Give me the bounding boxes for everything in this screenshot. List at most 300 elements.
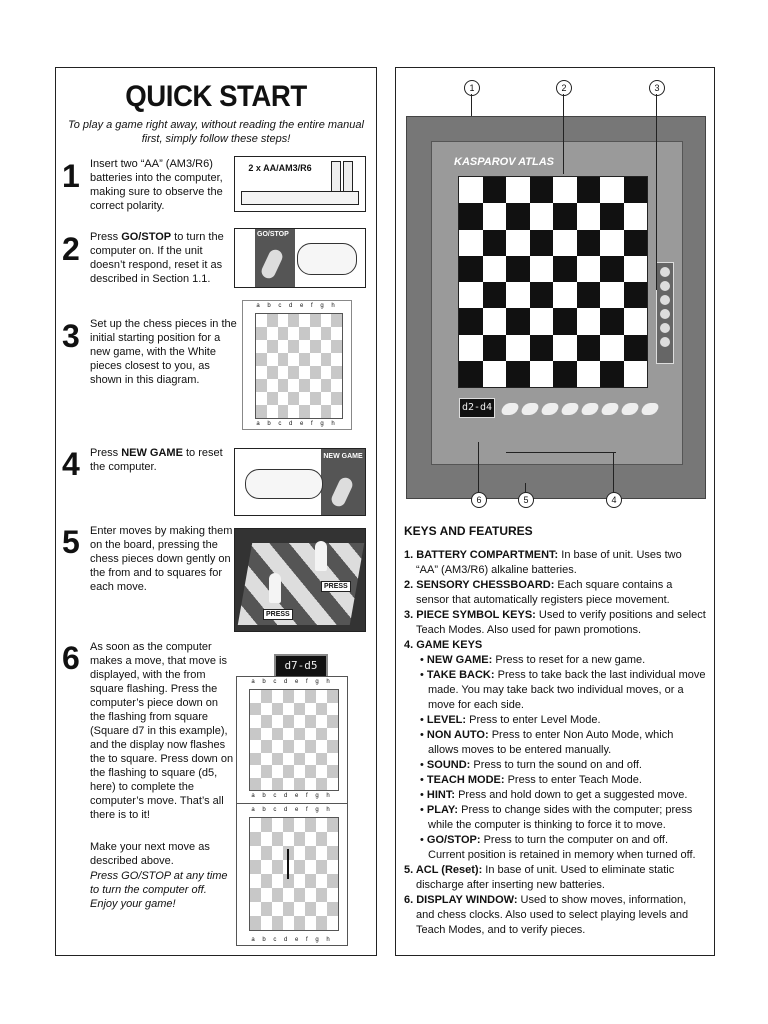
board-square xyxy=(600,361,624,387)
board-square xyxy=(250,715,261,728)
board-square xyxy=(272,703,283,716)
board-square xyxy=(310,392,321,405)
board-square xyxy=(310,327,321,340)
keys-features-panel xyxy=(395,67,715,956)
closing-text: Make your next move as described above. xyxy=(90,841,210,867)
board-square xyxy=(600,177,624,203)
board-square xyxy=(299,327,310,340)
board-square xyxy=(278,314,289,327)
step-number: 4 xyxy=(62,446,80,482)
board-square xyxy=(250,753,261,766)
board-square xyxy=(553,177,577,203)
board-square xyxy=(283,916,294,930)
callout-4: 4 xyxy=(606,492,622,508)
feature-item xyxy=(404,608,706,638)
board-square xyxy=(294,860,305,874)
board-square xyxy=(316,818,327,832)
board-square xyxy=(305,728,316,741)
teach-mode-key xyxy=(600,403,620,415)
feature-text: Used to verify positions and select Teach Modes. Also used for pawn promotions. xyxy=(416,609,706,636)
board-square xyxy=(294,902,305,916)
file-labels: a b c d e f g h xyxy=(256,421,338,427)
board-square xyxy=(530,282,554,308)
quick-start-panel xyxy=(55,67,377,956)
board-square xyxy=(250,902,261,916)
board-square xyxy=(267,327,278,340)
board-square xyxy=(321,366,332,379)
board-square xyxy=(331,327,342,340)
king-key-icon xyxy=(660,267,670,277)
board-square xyxy=(283,818,294,832)
board-square xyxy=(600,282,624,308)
board-square xyxy=(305,860,316,874)
board-square xyxy=(310,340,321,353)
board-square xyxy=(316,703,327,716)
step-text-part: to turn the computer on. If the unit doesn’t respond, reset it as described in Section 1.1. xyxy=(90,231,224,285)
non-auto-key xyxy=(560,403,580,415)
board-square xyxy=(483,256,507,282)
board-square xyxy=(316,846,327,860)
game-key-item: • HINT: Press and hold down to get a suggested move. xyxy=(420,789,688,801)
board-square xyxy=(294,715,305,728)
board-square xyxy=(272,728,283,741)
board-square xyxy=(327,902,338,916)
board-square xyxy=(530,203,554,229)
feature-text: In base of unit. Used to eliminate static discharge after inserting new batteries. xyxy=(416,864,675,891)
step-number: 1 xyxy=(62,158,80,194)
feature-label: 3. PIECE SYMBOL KEYS: xyxy=(404,609,536,621)
board-square xyxy=(530,256,554,282)
board-square xyxy=(288,379,299,392)
board-square xyxy=(283,715,294,728)
step-text-bold: GO/STOP xyxy=(121,231,172,243)
board-square xyxy=(577,361,601,387)
step-text-part: to reset the computer. xyxy=(90,447,223,473)
board-square xyxy=(288,340,299,353)
queen-key-icon xyxy=(660,281,670,291)
board-square xyxy=(331,366,342,379)
board-square xyxy=(267,392,278,405)
board-square xyxy=(327,778,338,791)
board-square xyxy=(506,177,530,203)
board-square xyxy=(331,379,342,392)
board-square xyxy=(278,392,289,405)
board-square xyxy=(250,740,261,753)
board-square xyxy=(261,818,272,832)
board-square xyxy=(327,715,338,728)
board-square xyxy=(283,765,294,778)
board-square xyxy=(553,282,577,308)
game-key-label: TEACH MODE: xyxy=(426,774,505,786)
board-square xyxy=(506,203,530,229)
board-square xyxy=(272,818,283,832)
board-square xyxy=(327,740,338,753)
file-labels: a b c d e f g h xyxy=(251,793,333,799)
board-square xyxy=(577,203,601,229)
board-square xyxy=(272,715,283,728)
board-square xyxy=(299,366,310,379)
display-window: d2-d4 xyxy=(459,398,495,418)
callout-1: 1 xyxy=(464,80,480,96)
game-key-item: • LEVEL: Press to enter Level Mode. xyxy=(420,714,601,726)
board-square xyxy=(327,916,338,930)
board-square xyxy=(256,314,267,327)
board-square xyxy=(331,405,342,418)
board-square xyxy=(316,690,327,703)
leader-line xyxy=(525,483,526,492)
board-square xyxy=(310,314,321,327)
pawn-icon xyxy=(269,573,281,603)
board-square xyxy=(272,902,283,916)
board-square xyxy=(459,230,483,256)
game-key-item: • SOUND: Press to turn the sound on and off. xyxy=(420,759,642,771)
board-square xyxy=(316,715,327,728)
board-square xyxy=(530,308,554,334)
board-square xyxy=(553,361,577,387)
game-key-text: Press to enter Teach Mode. xyxy=(504,774,642,786)
board-square xyxy=(310,405,321,418)
leader-line xyxy=(563,94,564,174)
board-square xyxy=(310,353,321,366)
board-square xyxy=(261,728,272,741)
page-title: QUICK START xyxy=(125,80,307,113)
feature-item xyxy=(404,893,706,938)
board-square xyxy=(624,230,648,256)
newgame-figure xyxy=(234,448,366,516)
board-square xyxy=(294,765,305,778)
sensory-chessboard xyxy=(458,176,648,388)
sound-key xyxy=(580,403,600,415)
board-square xyxy=(261,715,272,728)
board-square xyxy=(316,740,327,753)
game-key-label: PLAY: xyxy=(426,804,459,816)
game-key-label: LEVEL: xyxy=(426,714,467,726)
take-back-key xyxy=(520,403,540,415)
board-square xyxy=(294,888,305,902)
board-square xyxy=(283,728,294,741)
board-square xyxy=(261,703,272,716)
game-key-label: NON AUTO: xyxy=(426,729,489,741)
pawn-key-icon xyxy=(660,337,670,347)
game-key-text: Press to turn the computer on and off. Current position is retained in memory when turned off. xyxy=(428,834,696,861)
board-square xyxy=(256,340,267,353)
game-key-label: TAKE BACK: xyxy=(426,669,495,681)
keys-features-title: KEYS AND FEATURES xyxy=(404,524,533,538)
finger-icon xyxy=(245,469,323,499)
board-square xyxy=(305,765,316,778)
board-square xyxy=(600,256,624,282)
board-square xyxy=(331,353,342,366)
board-square xyxy=(316,832,327,846)
board-square xyxy=(321,405,332,418)
step-text: Set up the chess pieces in the initial starting position for a new game, with the White pieces closest to you, as shown in this diagram. xyxy=(90,318,237,386)
board-square xyxy=(288,366,299,379)
board-square xyxy=(624,308,648,334)
board-square xyxy=(577,256,601,282)
board-square xyxy=(305,874,316,888)
board-square xyxy=(327,690,338,703)
board-square xyxy=(316,902,327,916)
new-game-key xyxy=(500,403,520,415)
board-square xyxy=(459,282,483,308)
board-square xyxy=(272,753,283,766)
board-square xyxy=(321,392,332,405)
board-square xyxy=(278,405,289,418)
board-square xyxy=(577,230,601,256)
board-square xyxy=(327,888,338,902)
board-square xyxy=(506,308,530,334)
game-key-item: • GO/STOP: Press to turn the computer on and off. Current position is retained in memory when turned off. xyxy=(420,834,696,861)
board-square xyxy=(321,327,332,340)
board-square xyxy=(305,916,316,930)
board-square xyxy=(256,405,267,418)
board-square xyxy=(310,379,321,392)
board-square xyxy=(327,703,338,716)
press-label: PRESS xyxy=(321,581,351,592)
board-square xyxy=(288,392,299,405)
board-square xyxy=(283,703,294,716)
board-square xyxy=(305,846,316,860)
board-square xyxy=(267,314,278,327)
board-square xyxy=(321,340,332,353)
step-text-part: Press xyxy=(90,447,122,459)
board-square xyxy=(250,916,261,930)
unit-face xyxy=(431,141,683,465)
game-key-text: Press to change sides with the computer; press while the computer is thinking to force it to move. xyxy=(428,804,693,831)
board-square xyxy=(624,361,648,387)
feature-item xyxy=(404,863,706,893)
board-square xyxy=(624,256,648,282)
board-square xyxy=(250,888,261,902)
display-window: d7-d5 xyxy=(274,654,328,678)
closing-italic-text: Press GO/STOP at any time to turn the computer off. Enjoy your game! xyxy=(90,870,228,910)
game-key-label: NEW GAME: xyxy=(426,654,493,666)
board-square xyxy=(267,340,278,353)
board-square xyxy=(272,846,283,860)
battery-compartment-icon xyxy=(241,191,359,205)
leader-line xyxy=(613,452,614,492)
computer-move-diagram xyxy=(236,676,348,946)
feature-item xyxy=(404,638,706,653)
game-key-text: Press to take back the last individual move made. You may take back two individual moves, or a move for each side. xyxy=(428,669,706,711)
board-square xyxy=(261,846,272,860)
board-square xyxy=(506,361,530,387)
board-square xyxy=(483,177,507,203)
board-square xyxy=(250,846,261,860)
board-square xyxy=(327,874,338,888)
board-square xyxy=(294,818,305,832)
board-square xyxy=(256,327,267,340)
board-square xyxy=(305,832,316,846)
file-labels: a b c d e f g h xyxy=(251,807,333,813)
board-square xyxy=(294,740,305,753)
callout-5: 5 xyxy=(518,492,534,508)
board-square xyxy=(288,314,299,327)
board-square xyxy=(283,778,294,791)
board-square xyxy=(530,335,554,361)
board-square xyxy=(459,308,483,334)
board-square xyxy=(624,203,648,229)
board-square xyxy=(316,778,327,791)
leader-line xyxy=(478,442,479,492)
board-square xyxy=(459,177,483,203)
board-square xyxy=(256,379,267,392)
board-square xyxy=(316,860,327,874)
board-square xyxy=(288,327,299,340)
feature-item xyxy=(404,578,706,608)
board-square xyxy=(316,728,327,741)
board-square xyxy=(530,230,554,256)
board-square xyxy=(305,703,316,716)
board-square xyxy=(327,728,338,741)
board-square xyxy=(294,846,305,860)
board-square xyxy=(283,740,294,753)
game-key-label: HINT: xyxy=(426,789,456,801)
step-number: 6 xyxy=(62,640,80,676)
game-key-text: Press to turn the sound on and off. xyxy=(470,759,642,771)
board-square xyxy=(459,203,483,229)
play-key xyxy=(640,403,660,415)
board-square xyxy=(250,778,261,791)
board-square xyxy=(272,778,283,791)
newgame-label: NEW GAME xyxy=(323,453,363,460)
board-square xyxy=(577,282,601,308)
board-square xyxy=(294,753,305,766)
board-square xyxy=(327,765,338,778)
enter-move-figure xyxy=(234,528,366,632)
board-square xyxy=(553,203,577,229)
board-square xyxy=(316,888,327,902)
board-square xyxy=(256,366,267,379)
board-square xyxy=(250,860,261,874)
board-square xyxy=(250,703,261,716)
feature-label: 2. SENSORY CHESSBOARD: xyxy=(404,579,555,591)
feature-label: 4. GAME KEYS xyxy=(404,639,483,651)
feature-label: 5. ACL (Reset): xyxy=(404,864,483,876)
board-square xyxy=(321,353,332,366)
board-square xyxy=(600,335,624,361)
board-square xyxy=(283,753,294,766)
leader-line xyxy=(506,452,616,453)
board-square xyxy=(305,690,316,703)
board-square xyxy=(261,765,272,778)
level-key xyxy=(540,403,560,415)
feature-label: 1. BATTERY COMPARTMENT: xyxy=(404,549,559,561)
board-square xyxy=(250,818,261,832)
board-square xyxy=(294,874,305,888)
board-square xyxy=(283,902,294,916)
board-square xyxy=(272,740,283,753)
step-text: Enter moves by making them on the board, pressing the chess pieces down gently on the from and to squares for each move. xyxy=(90,525,233,593)
board-square xyxy=(305,715,316,728)
board-square xyxy=(624,335,648,361)
board-square xyxy=(261,778,272,791)
board-square xyxy=(321,314,332,327)
board-square xyxy=(506,282,530,308)
board-square xyxy=(272,860,283,874)
piece-symbol-keys xyxy=(656,262,674,364)
board-square xyxy=(294,916,305,930)
step-number: 2 xyxy=(62,231,80,267)
board-square xyxy=(261,740,272,753)
board-square xyxy=(483,361,507,387)
board-square xyxy=(305,740,316,753)
game-keys-row xyxy=(502,402,678,416)
board-square xyxy=(278,340,289,353)
board-square xyxy=(250,765,261,778)
game-key-item: • NEW GAME: Press to reset for a new game. xyxy=(420,654,646,666)
board-square xyxy=(250,690,261,703)
step-text-bold: NEW GAME xyxy=(121,447,183,459)
board-square xyxy=(299,353,310,366)
board-square xyxy=(310,366,321,379)
game-key-item: • TEACH MODE: Press to enter Teach Mode. xyxy=(420,774,642,786)
board-square xyxy=(261,690,272,703)
board-square xyxy=(278,327,289,340)
board-square xyxy=(278,366,289,379)
board-square xyxy=(483,282,507,308)
finger-icon xyxy=(297,243,357,275)
board-square xyxy=(256,392,267,405)
board-square xyxy=(327,846,338,860)
board-square xyxy=(553,308,577,334)
board-square xyxy=(321,379,332,392)
file-labels: a b c d e f g h xyxy=(251,937,333,943)
chessboard-before xyxy=(249,689,339,791)
board-square xyxy=(294,728,305,741)
board-square xyxy=(272,690,283,703)
board-square xyxy=(331,340,342,353)
board-square xyxy=(553,230,577,256)
board-square xyxy=(530,361,554,387)
file-labels: a b c d e f g h xyxy=(256,303,338,309)
callout-2: 2 xyxy=(556,80,572,96)
board-square xyxy=(272,765,283,778)
board-square xyxy=(256,353,267,366)
step-text xyxy=(90,230,240,286)
board-square xyxy=(327,818,338,832)
board-square xyxy=(261,916,272,930)
feature-text: Each square contains a sensor that automatically registers piece movement. xyxy=(416,579,673,606)
board-square xyxy=(283,888,294,902)
board-square xyxy=(600,203,624,229)
board-square xyxy=(305,778,316,791)
leader-line xyxy=(471,94,472,116)
board-square xyxy=(267,353,278,366)
board-square xyxy=(283,832,294,846)
gostop-label: GO/STOP xyxy=(257,231,289,238)
board-square xyxy=(261,888,272,902)
brand-label: KASPAROV ATLAS xyxy=(454,156,555,168)
board-square xyxy=(250,832,261,846)
board-square xyxy=(553,335,577,361)
game-key-item: • PLAY: Press to change sides with the computer; press while the computer is thinking to force it to move. xyxy=(420,804,693,831)
board-square xyxy=(327,860,338,874)
step-text xyxy=(90,446,240,474)
board-square xyxy=(459,335,483,361)
game-key-text: Press to enter Non Auto Mode, which allows moves to be entered manually. xyxy=(428,729,674,756)
board-square xyxy=(294,832,305,846)
board-square xyxy=(506,256,530,282)
board-square xyxy=(299,392,310,405)
board-square xyxy=(288,405,299,418)
chess-computer-unit xyxy=(406,116,706,499)
board-square xyxy=(261,832,272,846)
board-square xyxy=(506,335,530,361)
board-square xyxy=(267,405,278,418)
board-square xyxy=(294,690,305,703)
game-key-label: SOUND: xyxy=(426,759,471,771)
